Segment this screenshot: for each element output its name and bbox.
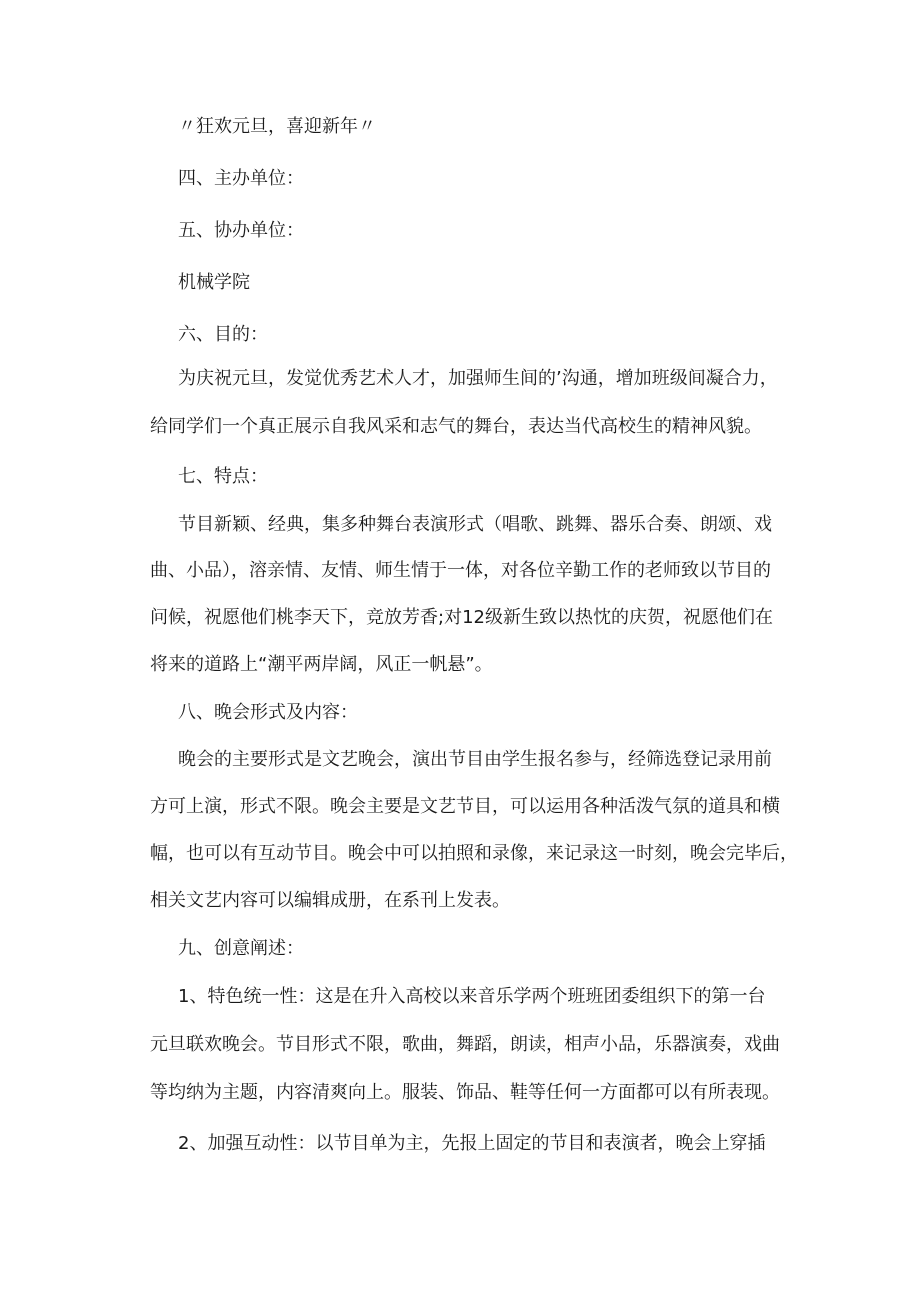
paragraph-line: 问候，祝愿他们桃李天下，竞放芳香;对12级新生致以热忱的庆贺，祝愿他们在 <box>150 607 773 628</box>
paragraph-line: 幅，也可以有互动节目。晚会中可以拍照和录像，来记录这一时刻，晚会完毕后， <box>150 843 798 864</box>
paragraph-line: 元旦联欢晚会。节目形式不限，歌曲，舞蹈，朗读，相声小品，乐器演奏，戏曲 <box>150 1034 780 1055</box>
event-slogan: 〃狂欢元旦，喜迎新年〃 <box>178 116 376 137</box>
paragraph-line: 晚会的主要形式是文艺晚会，演出节目由学生报名参与，经筛选登记录用前 <box>178 749 772 770</box>
paragraph-line: 2、加强互动性：以节目单为主，先报上固定的节目和表演者，晚会上穿插 <box>178 1133 766 1154</box>
section-heading-creative: 九、创意阐述： <box>178 938 304 959</box>
paragraph-line: 节目新颖、经典，集多种舞台表演形式（唱歌、跳舞、器乐合奏、朗颂、戏 <box>178 514 772 535</box>
co-organizer-name: 机械学院 <box>178 272 250 293</box>
section-heading-format: 八、晚会形式及内容： <box>178 702 358 723</box>
section-heading-co-organizer: 五、协办单位： <box>178 220 304 241</box>
paragraph-line: 给同学们一个真正展示自我风采和志气的舞台，表达当代高校生的精神风貌。 <box>150 416 762 437</box>
paragraph-line: 相关文艺内容可以编辑成册，在系刊上发表。 <box>150 890 510 911</box>
paragraph-line: 曲、小品），溶亲情、友情、师生情于一体，对各位辛勤工作的老师致以节目的 <box>150 560 771 581</box>
paragraph-line: 为庆祝元旦，发觉优秀艺术人才，加强师生间的’沟通，增加班级间凝合力， <box>178 368 778 389</box>
paragraph-line: 将来的道路上“潮平两岸阔，风正一帆悬”。 <box>150 654 493 675</box>
section-heading-features: 七、特点： <box>178 466 268 487</box>
paragraph-line: 等均纳为主题，内容清爽向上。服装、饰品、鞋等任何一方面都可以有所表现。 <box>150 1082 780 1103</box>
section-heading-organizer: 四、主办单位： <box>178 168 304 189</box>
section-heading-purpose: 六、目的： <box>178 324 268 345</box>
paragraph-line: 1、特色统一性：这是在升入高校以来音乐学两个班班团委组织下的第一台 <box>178 986 766 1007</box>
paragraph-line: 方可上演，形式不限。晚会主要是文艺节目，可以运用各种活泼气氛的道具和横 <box>150 796 780 817</box>
